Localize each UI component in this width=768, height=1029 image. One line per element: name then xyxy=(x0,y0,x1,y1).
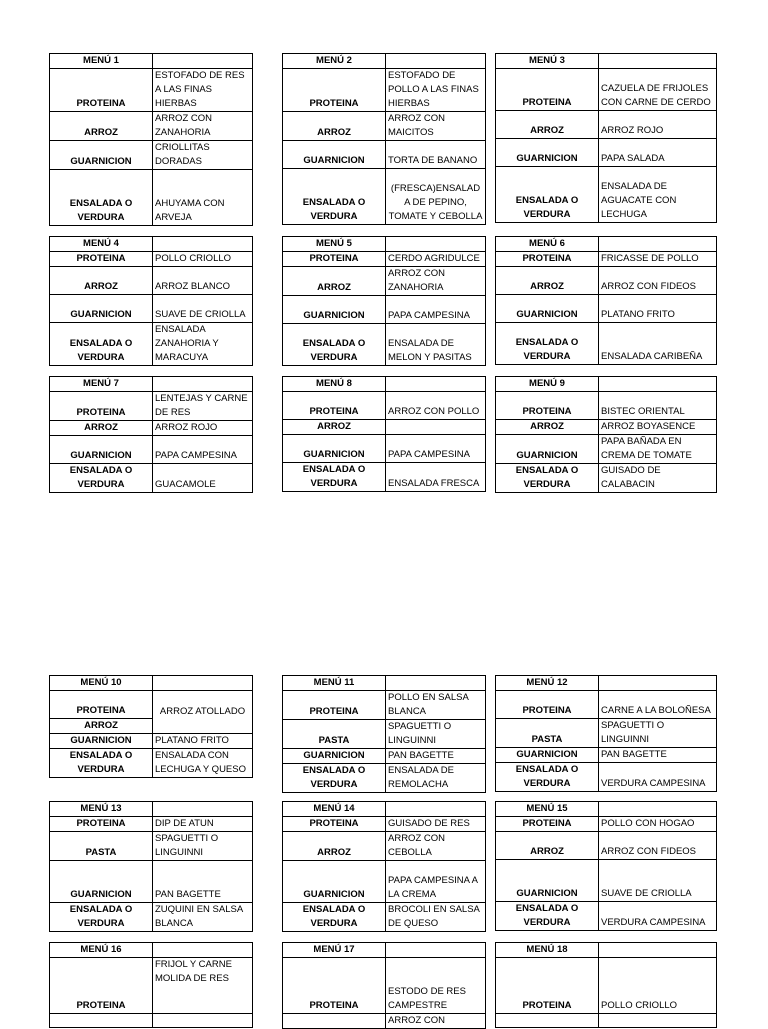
row-label-proteina: PROTEINA xyxy=(496,392,599,420)
row-value-ensalada: ENSALADA DE MELON Y PASITAS xyxy=(386,324,486,366)
menu-table-11 xyxy=(282,675,486,793)
row-value-proteina: FRICASSE DE POLLO xyxy=(599,252,717,267)
menu-title: MENÚ 1 xyxy=(50,54,153,69)
row-value-arroz: ARROZ BLANCO xyxy=(153,267,253,295)
row-label-proteina: PROTEINA xyxy=(283,691,386,720)
row-value-pasta: SPAGUETTI O LINGUINNI xyxy=(386,720,486,749)
row-value-pasta: SPAGUETTI O LINGUINNI xyxy=(153,832,253,861)
row-value-guarnicion: PAN BAGETTE xyxy=(153,861,253,903)
row-label-proteina: PROTEINA xyxy=(50,817,153,832)
row-value-proteina: ARROZ CON POLLO xyxy=(386,392,486,420)
row-label-arroz: ARROZ xyxy=(50,421,153,436)
menu-table-13 xyxy=(49,801,253,932)
row-value-guarnicion: PAPA CAMPESINA xyxy=(386,435,486,463)
row-label-arroz: ARROZ xyxy=(50,112,153,141)
row-label-ensalada: ENSALADA O VERDURA xyxy=(283,463,386,492)
row-value-proteina: ESTOFADO DE POLLO A LAS FINAS HIERBAS xyxy=(386,69,486,112)
menu-title: MENÚ 5 xyxy=(283,237,386,252)
menu-title: MENÚ 10 xyxy=(50,676,153,691)
row-label-arroz: ARROZ xyxy=(283,420,386,435)
menu-title: MENÚ 11 xyxy=(283,676,386,691)
row-label-guarnicion: GUARNICION xyxy=(283,749,386,764)
menu-table-17 xyxy=(282,942,486,1029)
menu-table-15 xyxy=(495,801,717,931)
row-value-next: ARROZ CON xyxy=(386,1014,486,1029)
menu-title: MENÚ 16 xyxy=(50,943,153,958)
row-label-next xyxy=(496,1014,599,1028)
menu-table-18 xyxy=(495,942,717,1028)
row-label-proteina: PROTEINA xyxy=(496,817,599,832)
row-label-arroz: ARROZ xyxy=(496,111,599,139)
menu-table-3 xyxy=(495,53,717,223)
row-value-ensalada: ENSALADA ZANAHORIA Y MARACUYA xyxy=(153,323,253,366)
row-value-guarnicion: PAPA CAMPESINA xyxy=(386,296,486,324)
row-label-guarnicion: GUARNICION xyxy=(283,435,386,463)
row-value-arroz: ARROZ ROJO xyxy=(599,111,717,139)
row-value-arroz: ARROZ ROJO xyxy=(153,421,253,436)
menu-title: MENÚ 7 xyxy=(50,377,153,392)
menu-table-7 xyxy=(49,376,253,493)
row-label-arroz: ARROZ xyxy=(496,267,599,295)
row-label-next xyxy=(283,1014,386,1029)
row-label-proteina: PROTEINA xyxy=(283,958,386,1014)
menu-table-10 xyxy=(49,675,253,778)
row-value-proteina: POLLO CRIOLLO xyxy=(599,958,717,1014)
row-value-ensalada: ENSALADA CARIBEÑA xyxy=(599,323,717,365)
row-value-proteina: DIP DE ATUN xyxy=(153,817,253,832)
row-value-proteina: ARROZ ATOLLADO xyxy=(153,691,253,734)
row-value-guarnicion: TORTA DE BANANO xyxy=(386,141,486,169)
menu-table-9 xyxy=(495,376,717,493)
row-value-ensalada: ENSALADA FRESCA xyxy=(386,463,486,492)
row-value-ensalada: (FRESCA)ENSALADA DE PEPINO, TOMATE Y CEBOLLA xyxy=(386,169,486,225)
menu-title: MENÚ 3 xyxy=(496,54,599,69)
row-value-arroz: ARROZ CON FIDEOS xyxy=(599,267,717,295)
row-label-proteina: PROTEINA xyxy=(496,252,599,267)
row-value-proteina: GUISADO DE RES xyxy=(386,817,486,832)
row-value-proteina: ESTOFADO DE RES A LAS FINAS HIERBAS xyxy=(153,69,253,112)
row-value-guarnicion: SUAVE DE CRIOLLA xyxy=(599,860,717,902)
row-label-ensalada: ENSALADA O VERDURA xyxy=(283,169,386,225)
row-value-proteina: CERDO AGRIDULCE xyxy=(386,252,486,267)
row-value-guarnicion: CRIOLLITAS DORADAS xyxy=(153,141,253,170)
row-value-ensalada: GUACAMOLE xyxy=(153,464,253,493)
row-label-guarnicion: GUARNICION xyxy=(50,861,153,903)
menu-table-12 xyxy=(495,675,717,792)
menu-table-4 xyxy=(49,236,253,366)
row-value-arroz xyxy=(386,420,486,435)
row-label-proteina: PROTEINA xyxy=(283,817,386,832)
row-label-ensalada: ENSALADA O VERDURA xyxy=(50,749,153,778)
row-label-ensalada: ENSALADA O VERDURA xyxy=(496,464,599,493)
row-value-proteina: ESTODO DE RES CAMPESTRE xyxy=(386,958,486,1014)
row-label-arroz: ARROZ xyxy=(283,267,386,296)
row-value-guarnicion: PLATANO FRITO xyxy=(153,734,253,749)
row-label-guarnicion: GUARNICION xyxy=(496,435,599,464)
row-label-pasta: PASTA xyxy=(50,832,153,861)
menu-table-6 xyxy=(495,236,717,365)
row-label-ensalada: ENSALADA O VERDURA xyxy=(50,323,153,366)
row-label-arroz: ARROZ xyxy=(283,112,386,141)
row-label-arroz: ARROZ xyxy=(50,267,153,295)
row-label-guarnicion: GUARNICION xyxy=(283,296,386,324)
row-label-proteina: PROTEINA xyxy=(496,958,599,1014)
row-value-proteina: CAZUELA DE FRIJOLES CON CARNE DE CERDO xyxy=(599,69,717,111)
row-value-guarnicion: PAN BAGETTE xyxy=(599,748,717,763)
row-label-proteina: PROTEINA xyxy=(283,252,386,267)
row-label-proteina: PROTEINA xyxy=(283,69,386,112)
row-label-ensalada: ENSALADA O VERDURA xyxy=(283,903,386,932)
row-label-proteina: PROTEINA xyxy=(283,392,386,420)
row-value-pasta: SPAGUETTI O LINGUINNI xyxy=(599,719,717,748)
row-label-pasta: PASTA xyxy=(496,719,599,748)
menu-table-1 xyxy=(49,53,253,226)
row-label-ensalada: ENSALADA O VERDURA xyxy=(283,764,386,793)
row-value-guarnicion: PAPA SALADA xyxy=(599,139,717,167)
row-label-ensalada: ENSALADA O VERDURA xyxy=(283,324,386,366)
row-label-proteina: PROTEINA xyxy=(50,392,153,421)
menu-title: MENÚ 15 xyxy=(496,802,599,817)
menu-table-8 xyxy=(282,376,486,492)
row-value-arroz: ARROZ CON CEBOLLA xyxy=(386,832,486,861)
row-label-next xyxy=(50,1014,153,1028)
row-value-proteina: POLLO CRIOLLO xyxy=(153,252,253,267)
menu-title: MENÚ 12 xyxy=(496,676,599,691)
menu-title: MENÚ 2 xyxy=(283,54,386,69)
row-value-ensalada: ENSALADA CON LECHUGA Y QUESO xyxy=(153,749,253,778)
row-value-guarnicion: PAN BAGETTE xyxy=(386,749,486,764)
row-value-guarnicion: PLATANO FRITO xyxy=(599,295,717,323)
row-value-guarnicion: PAPA CAMPESINA A LA CREMA xyxy=(386,861,486,903)
row-value-proteina: POLLO CON HOGAO xyxy=(599,817,717,832)
row-value-proteina: FRIJOL Y CARNE MOLIDA DE RES xyxy=(153,958,253,1014)
menu-title: MENÚ 18 xyxy=(496,943,599,958)
row-label-pasta: PASTA xyxy=(283,720,386,749)
row-value-arroz: ARROZ CON ZANAHORIA xyxy=(386,267,486,296)
row-label-guarnicion: GUARNICION xyxy=(50,295,153,323)
row-label-arroz: ARROZ xyxy=(496,420,599,435)
row-value-ensalada: VERDURA CAMPESINA xyxy=(599,902,717,931)
row-label-arroz: ARROZ xyxy=(50,719,153,734)
row-value-arroz: ARROZ CON MAICITOS xyxy=(386,112,486,141)
row-label-guarnicion: GUARNICION xyxy=(50,141,153,170)
menu-table-2 xyxy=(282,53,486,225)
row-label-proteina: PROTEINA xyxy=(50,958,153,1014)
row-value-proteina: BISTEC ORIENTAL xyxy=(599,392,717,420)
row-label-ensalada: ENSALADA O VERDURA xyxy=(496,323,599,365)
row-label-guarnicion: GUARNICION xyxy=(496,860,599,902)
row-value-arroz: ARROZ CON FIDEOS xyxy=(599,832,717,860)
row-label-proteina: PROTEINA xyxy=(50,252,153,267)
row-label-guarnicion: GUARNICION xyxy=(50,734,153,749)
row-value-proteina: POLLO EN SALSA BLANCA xyxy=(386,691,486,720)
menu-title: MENÚ 9 xyxy=(496,377,599,392)
row-value-guarnicion: PAPA CAMPESINA xyxy=(153,436,253,464)
row-label-proteina: PROTEINA xyxy=(496,691,599,719)
row-value-ensalada: ENSALADA DE AGUACATE CON LECHUGA xyxy=(599,167,717,223)
row-label-ensalada: ENSALADA O VERDURA xyxy=(50,903,153,932)
row-value-proteina: LENTEJAS Y CARNE DE RES xyxy=(153,392,253,421)
row-value-next xyxy=(599,1014,717,1028)
row-label-guarnicion: GUARNICION xyxy=(496,748,599,763)
menu-title: MENÚ 4 xyxy=(50,237,153,252)
row-value-guarnicion: SUAVE DE CRIOLLA xyxy=(153,295,253,323)
menu-title: MENÚ 13 xyxy=(50,802,153,817)
row-label-arroz: ARROZ xyxy=(283,832,386,861)
menu-title: MENÚ 6 xyxy=(496,237,599,252)
row-label-guarnicion: GUARNICION xyxy=(496,139,599,167)
row-label-ensalada: ENSALADA O VERDURA xyxy=(496,167,599,223)
row-value-arroz: ARROZ CON ZANAHORIA xyxy=(153,112,253,141)
row-value-proteina: CARNE A LA BOLOÑESA xyxy=(599,691,717,719)
row-value-arroz: ARROZ BOYASENCE xyxy=(599,420,717,435)
row-label-arroz: ARROZ xyxy=(496,832,599,860)
row-value-next xyxy=(153,1014,253,1028)
row-label-guarnicion: GUARNICION xyxy=(283,141,386,169)
row-label-ensalada: ENSALADA O VERDURA xyxy=(50,464,153,493)
row-value-ensalada: ENSALADA DE REMOLACHA xyxy=(386,764,486,793)
menu-table-14 xyxy=(282,801,486,932)
menu-table-16 xyxy=(49,942,253,1028)
row-value-ensalada: ZUQUINI EN SALSA BLANCA xyxy=(153,903,253,932)
row-value-ensalada: AHUYAMA CON ARVEJA xyxy=(153,170,253,226)
row-label-guarnicion: GUARNICION xyxy=(50,436,153,464)
row-label-guarnicion: GUARNICION xyxy=(496,295,599,323)
row-label-proteina: PROTEINA xyxy=(50,69,153,112)
menu-table-5 xyxy=(282,236,486,366)
row-label-ensalada: ENSALADA O VERDURA xyxy=(50,170,153,226)
row-value-ensalada: VERDURA CAMPESINA xyxy=(599,763,717,792)
menu-title: MENÚ 17 xyxy=(283,943,386,958)
row-label-ensalada: ENSALADA O VERDURA xyxy=(496,902,599,931)
row-label-proteina: PROTEINA xyxy=(50,691,153,719)
menu-title: MENÚ 14 xyxy=(283,802,386,817)
row-value-ensalada: GUISADO DE CALABACIN xyxy=(599,464,717,493)
menu-title: MENÚ 8 xyxy=(283,377,386,392)
row-value-guarnicion: PAPA BAÑADA EN CREMA DE TOMATE xyxy=(599,435,717,464)
row-label-ensalada: ENSALADA O VERDURA xyxy=(496,763,599,792)
row-value-ensalada: BROCOLI EN SALSA DE QUESO xyxy=(386,903,486,932)
row-label-guarnicion: GUARNICION xyxy=(283,861,386,903)
row-label-proteina: PROTEINA xyxy=(496,69,599,111)
